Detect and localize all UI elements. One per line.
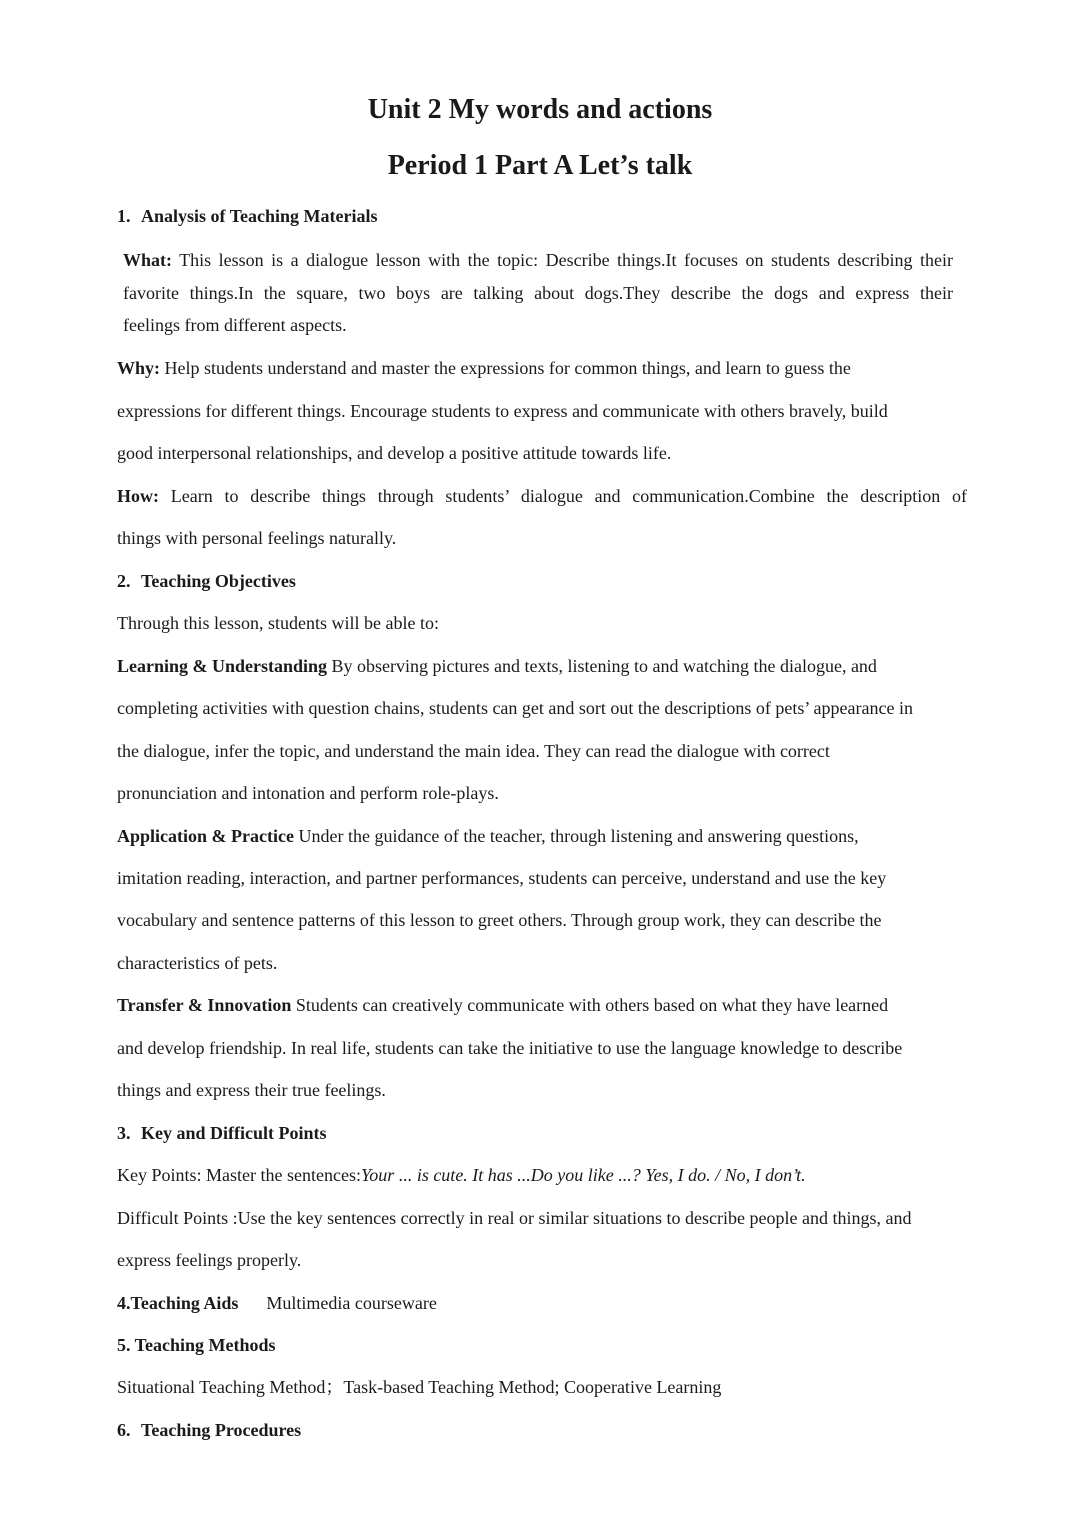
difficult-points-line-2: express feelings properly. [117,1250,302,1270]
what-line-3: feelings from different aspects. [123,315,347,335]
how-line-1: How: Learn to describe things through students’ dialogue and communication.Combine the description of [117,486,967,506]
section-1-heading: 1. Analysis of Teaching Materials [117,206,378,226]
section-2-heading: 2. Teaching Objectives [117,571,296,591]
why-line-1: Why: Help students understand and master the expressions for common things, and learn to guess the [117,358,851,378]
why-line-3: good interpersonal relationships, and develop a positive attitude towards life. [117,443,672,463]
section-3-heading: 3. Key and Difficult Points [117,1123,327,1143]
what-line-2: favorite things.In the square, two boys are talking about dogs.They describe the dogs and express their [123,283,953,303]
what-line-1: What: This lesson is a dialogue lesson with the topic: Describe things.It focuses on students describing their [123,250,953,270]
key-sentences: Your ... is cute. It has ...Do you like ...? Yes, I do. / No, I don’t. [360,1165,806,1185]
lu-label: Learning & Understanding [117,656,328,676]
ap-line-4: characteristics of pets. [117,953,278,973]
ti-line-3: things and express their true feelings. [117,1080,386,1100]
difficult-points-line-1: Difficult Points :Use the key sentences correctly in real or similar situations to describe people and things, and [117,1208,912,1228]
ti-line-1: Transfer & Innovation Students can creatively communicate with others based on what they have learned [117,995,889,1015]
document-subtitle: Period 1 Part A Let’s talk [387,150,693,181]
section-4 [117,1291,967,1315]
teaching-methods-value: Situational Teaching Method；Task-based Teaching Method; Cooperative Learning [117,1377,722,1397]
section-6-heading: 6. Teaching Procedures [117,1420,302,1440]
teaching-aids-value: Multimedia courseware [266,1293,437,1313]
section-4-heading: 4.Teaching Aids [117,1293,239,1313]
section-5-heading: 5. Teaching Methods [117,1335,276,1355]
ap-line-3: vocabulary and sentence patterns of this lesson to greet others. Through group work, they can describe the [117,910,882,930]
ap-line-2: imitation reading, interaction, and partner performances, students can perceive, understand and use the key [117,868,887,888]
how-label: How: [117,486,159,506]
lu-line-2: completing activities with question chains, students can get and sort out the descriptions of pets’ appearance in [117,698,913,718]
ap-line-1: Application & Practice Under the guidance of the teacher, through listening and answering questions, [117,826,859,846]
why-label: Why: [117,358,161,378]
lu-line-3: the dialogue, infer the topic, and understand the main idea. They can read the dialogue with correct [117,741,830,761]
document-title: Unit 2 My words and actions [367,94,713,125]
ti-line-2: and develop friendship. In real life, students can take the initiative to use the language knowledge to describe [117,1038,903,1058]
how-line-2: things with personal feelings naturally. [117,528,397,548]
lu-line-4: pronunciation and intonation and perform role-plays. [117,783,499,803]
why-line-2: expressions for different things. Encourage students to express and communicate with others bravely, build [117,401,888,421]
what-label: What: [123,250,172,270]
ap-label: Application & Practice [117,826,294,846]
lu-line-1: Learning & Understanding By observing pictures and texts, listening to and watching the dialogue, and [117,656,877,676]
ti-label: Transfer & Innovation [117,995,292,1015]
objectives-intro: Through this lesson, students will be able to: [117,613,439,633]
key-points: Key Points: Master the sentences:Your ... is cute. It has ...Do you like ...? Yes, I do. / No, I don’t. [117,1165,806,1185]
